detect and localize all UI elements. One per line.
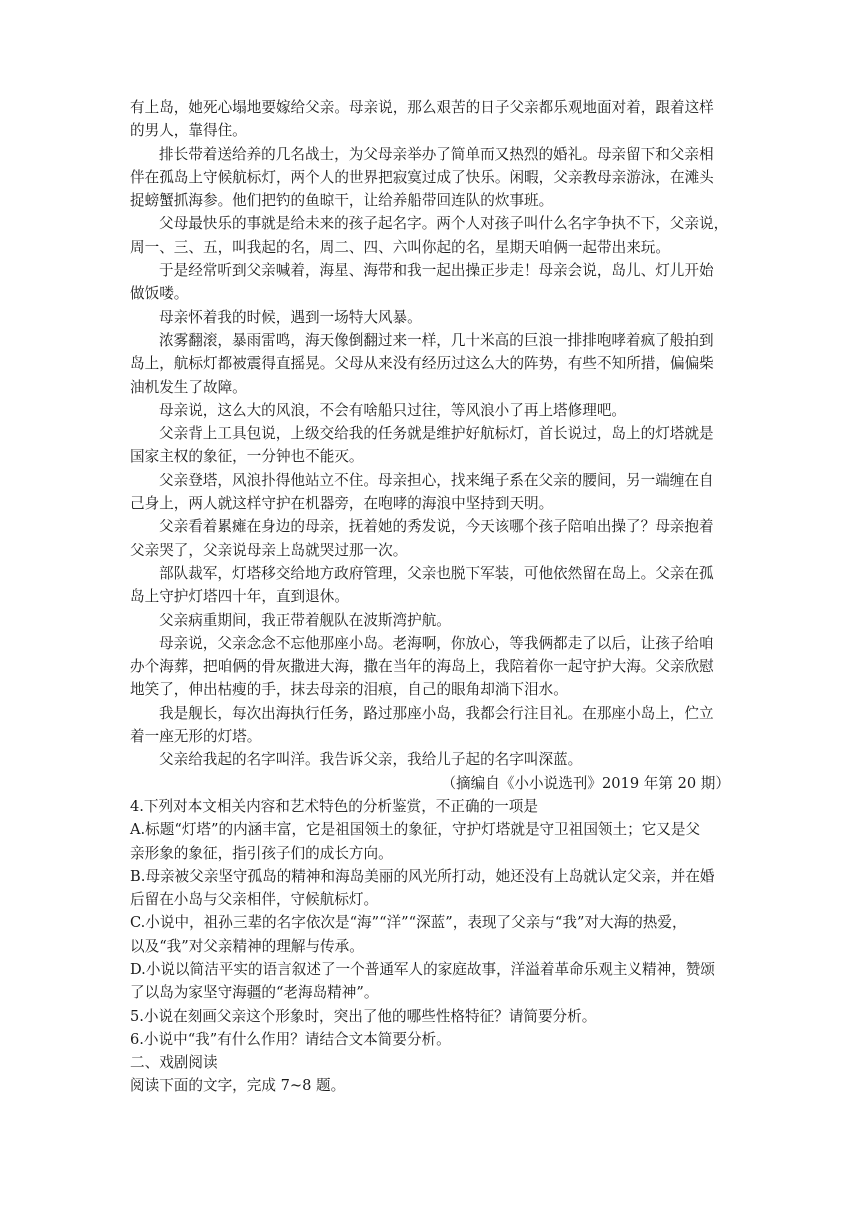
text-line: 岛上，航标灯都被震得直摇晃。父母从来没有经历过这么大的阵势，有些不知所措，偏偏柴	[130, 355, 714, 373]
text-line: 6.小说中“我”有什么作用？请结合文本简要分析。	[130, 1030, 451, 1048]
text-line: 亲形象的象征，指引孩子们的成长方向。	[130, 844, 393, 862]
text-line: 的男人，靠得住。	[130, 122, 247, 140]
text-line: 母亲说，父亲念念不忘他那座小岛。老海啊，你放心，等我俩都走了以后，让孩子给咱	[159, 634, 714, 652]
text-line: 部队裁军，灯塔移交给地方政府管理，父亲也脱下军装，可他依然留在岛上。父亲在孤	[159, 564, 714, 582]
text-line: 办个海葬，把咱俩的骨灰撒进大海，撒在当年的海岛上，我陪着你一起守护大海。父亲欣慰	[130, 658, 714, 676]
text-line: 岛上守护灯塔四十年，直到退休。	[130, 588, 349, 606]
text-line: 后留在小岛与父亲相伴，守候航标灯。	[130, 891, 379, 909]
text-line: 捉螃蟹抓海参。他们把钓的鱼晾干，让给养船带回连队的炊事班。	[130, 192, 554, 210]
text-line: 母亲说，这么大的风浪，不会有啥船只过往，等风浪小了再上塔修理吧。	[159, 401, 627, 419]
text-line: 阅读下面的文字，完成 7~8 题。	[130, 1077, 346, 1095]
text-line: 于是经常听到父亲喊着，海星、海带和我一起出操正步走！母亲会说，岛儿、灯儿开始	[159, 262, 714, 280]
text-line: 父亲登塔，风浪扑得他站立不住。母亲担心，找来绳子系在父亲的腰间，另一端缠在自	[159, 471, 714, 489]
text-line: 我是舰长，每次出海执行任务，路过那座小岛，我都会行注目礼。在那座小岛上，伫立	[159, 704, 714, 722]
text-line: 地笑了，伸出枯瘦的手，抹去母亲的泪痕，自己的眼角却淌下泪水。	[130, 681, 568, 699]
text-line: C.小说中，祖孙三辈的名字依次是“海”“洋”“深蓝”，表现了父亲与“我”对大海的热爱，	[130, 914, 687, 932]
text-line: 二、戏剧阅读	[130, 1054, 218, 1072]
text-line: 母亲怀着我的时候，遇到一场特大风暴。	[159, 308, 422, 326]
text-line: 5.小说在刻画父亲这个形象时，突出了他的哪些性格特征？请简要分析。	[130, 1007, 597, 1025]
text-line: 周一、三、五，叫我起的名，周二、四、六叫你起的名，星期天咱俩一起带出来玩。	[130, 238, 670, 256]
text-line: 父亲看着累瘫在身边的母亲，抚着她的秀发说，今天该哪个孩子陪咱出操了？母亲抱着	[159, 518, 714, 536]
text-line: 父亲病重期间，我正带着舰队在波斯湾护航。	[159, 611, 451, 629]
text-line: B.母亲被父亲坚守孤岛的精神和海岛美丽的风光所打动，她还没有上岛就认定父亲，并在婚	[130, 867, 715, 885]
text-line: 着一座无形的灯塔。	[130, 728, 262, 746]
text-line: 父亲背上工具包说，上级交给我的任务就是维护好航标灯，首长说过，岛上的灯塔就是	[159, 425, 714, 443]
text-line: 父亲给我起的名字叫洋。我告诉父亲，我给儿子起的名字叫深蓝。	[159, 751, 583, 769]
text-line: 4.下列对本文相关内容和艺术特色的分析鉴赏，不正确的一项是	[130, 797, 538, 815]
text-line: 以及“我”对父亲精神的理解与传承。	[130, 937, 364, 955]
text-line: 父亲哭了，父亲说母亲上岛就哭过那一次。	[130, 541, 408, 559]
text-line: （摘编自《小小说选刊》2019 年第 20 期）	[441, 774, 730, 792]
text-line: 己身上，两人就这样守护在机器旁，在咆哮的海浪中坚持到天明。	[130, 495, 554, 513]
document-page	[130, 96, 730, 1098]
text-line: A.标题“灯塔”的内涵丰富，它是祖国领土的象征，守护灯塔就是守卫祖国领土；它又是父	[130, 821, 701, 839]
text-line: 浓雾翻滚，暴雨雷鸣，海天像倒翻过来一样，几十米高的巨浪一排排咆哮着疯了般拍到	[159, 331, 714, 349]
text-line: 排长带着送给养的几名战士，为父母亲举办了简单而又热烈的婚礼。母亲留下和父亲相	[159, 145, 714, 163]
text-line: 了以岛为家坚守海疆的“老海岛精神”。	[130, 984, 379, 1002]
text-line: 父母最快乐的事就是给未来的孩子起名字。两个人对孩子叫什么名字争执不下，父亲说，	[159, 215, 729, 233]
text-line: 国家主权的象征，一分钟也不能灭。	[130, 448, 364, 466]
text-line: 油机发生了故障。	[130, 378, 247, 396]
text-line: 做饭喽。	[130, 285, 189, 303]
text-line: 伴在孤岛上守候航标灯，两个人的世界把寂寞过成了快乐。闲暇，父亲教母亲游泳，在滩头	[130, 168, 714, 186]
text-line: D.小说以简洁平实的语言叙述了一个普通军人的家庭故事，洋溢着革命乐观主义精神，赞颂	[130, 960, 715, 978]
text-line: 有上岛，她死心塌地要嫁给父亲。母亲说，那么艰苦的日子父亲都乐观地面对着，跟着这样	[130, 99, 714, 116]
